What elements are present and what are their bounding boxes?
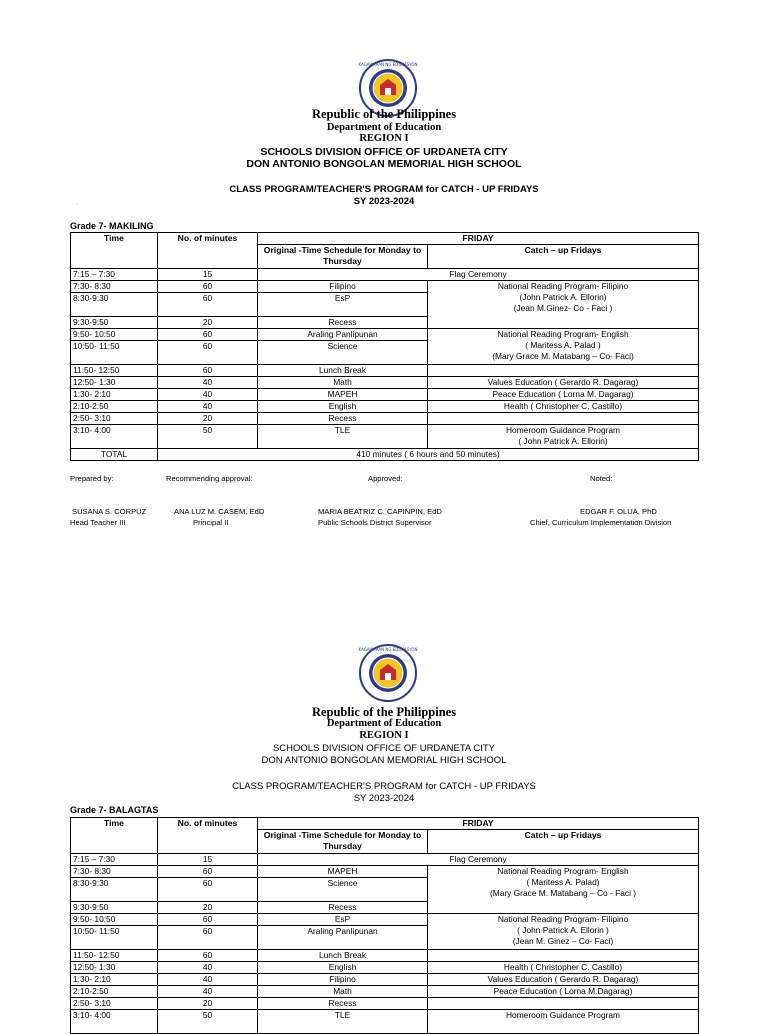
table-row: 2:10-2:50 40 English Health ( Christopher C. Castillo)	[71, 401, 699, 413]
header-republic: Republic of the Philippines	[311, 705, 457, 719]
table-row: 2:10-2:50 40 Math Peace Education ( Lorna M.Dagarag)	[71, 986, 699, 998]
col-catchup: Catch – up Fridays	[428, 245, 699, 269]
signatory-name: SUSANA S. CORPUZ	[72, 507, 147, 516]
table-row: 9:30-9:50 20 Recess	[71, 902, 699, 914]
table-row: 10:50- 11:50 60 Araling Panlipunan	[71, 926, 699, 950]
signatory-name: ANA LUZ M. CASEM, EdD	[174, 507, 265, 516]
signatory-title: Principal II	[193, 518, 229, 527]
table-row: 9:50- 10:50 60 Araling Panlipunan National Reading Program- English ( Maritess A. Palad ) (Mary Grace M. Matabang – Co- Faci)	[71, 329, 699, 341]
table-row: 8:30-9:30 60 Science	[71, 878, 699, 902]
table-row: 9:30-9:50 20 Recess	[71, 317, 699, 329]
header-school: DON ANTONIO BONGOLAN MEMORIAL HIGH SCHOOL	[261, 755, 507, 766]
header-region: REGION I	[359, 730, 409, 741]
label-recommending: Recommending approval:	[166, 474, 253, 483]
table-row: 7:30- 8:30 60 MAPEH National Reading Program- English ( Maritess A. Palad) (Mary Grace M. Matabang – Co - Faci )	[71, 866, 699, 878]
col-time: Time	[71, 233, 158, 269]
table-row: 3:10- 4:00 50 TLE Homeroom Guidance Program	[71, 1010, 699, 1034]
program-title: CLASS PROGRAM/TEACHER'S PROGRAM for CATCH - UP FRIDAYS	[232, 781, 536, 792]
col-minutes: No. of minutes	[158, 233, 258, 269]
col-time: Time	[71, 818, 158, 854]
col-original: Original -Time Schedule for Monday to Thursday	[258, 830, 428, 854]
header-republic: Republic of the Philippines	[311, 107, 457, 121]
col-friday: FRIDAY	[258, 818, 699, 830]
header-department: Department of Education	[326, 718, 442, 729]
table-row: 3:10- 4:00 50 TLE Homeroom Guidance Program ( John Patrick A. Ellorin)	[71, 425, 699, 449]
table-row: 9:50- 10:50 60 EsP National Reading Program- Filipino ( John Patrick A. Ellorin ) (Jean M. Ginez – Co- Faci)	[71, 914, 699, 926]
table-row: 11:50- 12:50 60 Lunch Break	[71, 365, 699, 377]
grade-section-title: Grade 7- MAKILING	[70, 221, 154, 231]
school-year: SY 2023-2024	[353, 793, 415, 804]
svg-text:KAGAWARAN NG EDUKASYON: KAGAWARAN NG EDUKASYON	[358, 647, 418, 652]
table-row: 11:50- 12:50 60 Lunch Break	[71, 950, 699, 962]
svg-text:KAGAWARAN NG EDUKASYON: KAGAWARAN NG EDUKASYON	[358, 62, 418, 67]
school-year: SY 2023-2024	[353, 196, 415, 207]
signatory-title: Chief, Curriculum Implementation Division	[530, 518, 672, 527]
label-approved: Approved:	[368, 474, 403, 483]
table-row: 12:50- 1:30 40 English Health ( Christopher C. Castillo)	[71, 962, 699, 974]
table-row: 7:30- 8:30 60 Filipino National Reading Program- Filipino (John Patrick A. Ellorin) (Jean M.Ginez- Co - Faci )	[71, 281, 699, 293]
table-row: 12:50- 1:30 40 Math Values Education ( Gerardo R. Dagarag)	[71, 377, 699, 389]
deped-seal	[358, 643, 418, 703]
header-region: REGION I	[359, 133, 409, 144]
col-original: Original -Time Schedule for Monday to Thursday	[258, 245, 428, 269]
schedule-table-balagtas	[70, 817, 699, 1034]
program-title: CLASS PROGRAM/TEACHER'S PROGRAM for CATCH - UP FRIDAYS	[229, 184, 539, 195]
grade-section-title: Grade 7- BALAGTAS	[70, 805, 159, 815]
col-minutes: No. of minutes	[158, 818, 258, 854]
label-prepared-by: Prepared by:	[70, 474, 114, 483]
header-department: Department of Education	[326, 122, 442, 133]
signatory-title: Head Teacher III	[70, 518, 126, 527]
total-row: TOTAL 410 minutes ( 6 hours and 50 minutes)	[71, 449, 699, 461]
table-row: 1:30- 2:10 40 Filipino Values Education ( Gerardo R. Dagarag)	[71, 974, 699, 986]
header-division: SCHOOLS DIVISION OFFICE OF URDANETA CITY	[260, 146, 508, 158]
table-row: 7:15 – 7:30 15 Flag Ceremony	[71, 269, 699, 281]
stray-mark: .	[76, 201, 78, 207]
schedule-table-makiling	[70, 232, 699, 461]
table-row: 8:30-9:30 60 EsP	[71, 293, 699, 317]
header-division: SCHOOLS DIVISION OFFICE OF URDANETA CITY	[272, 743, 496, 754]
signatory-title: Public Schools District Supervisor	[318, 518, 432, 527]
signatory-name: EDGAR F. OLUA, PhD	[580, 507, 657, 516]
col-catchup: Catch – up Fridays	[428, 830, 699, 854]
table-row: 2:50- 3:10 20 Recess	[71, 998, 699, 1010]
header-school: DON ANTONIO BONGOLAN MEMORIAL HIGH SCHOOL	[246, 158, 522, 170]
table-row: 1:30- 2:10 40 MAPEH Peace Education ( Lorna M. Dagarag)	[71, 389, 699, 401]
table-row: 10:50- 11:50 60 Science	[71, 341, 699, 365]
signatory-name: MARIA BEATRIZ C. CAPINPIN, EdD	[318, 507, 442, 516]
table-row: 2:50- 3:10 20 Recess	[71, 413, 699, 425]
col-friday: FRIDAY	[258, 233, 699, 245]
label-noted: Noted:	[590, 474, 613, 483]
table-row: 7:15 – 7:30 15 Flag Ceremony	[71, 854, 699, 866]
